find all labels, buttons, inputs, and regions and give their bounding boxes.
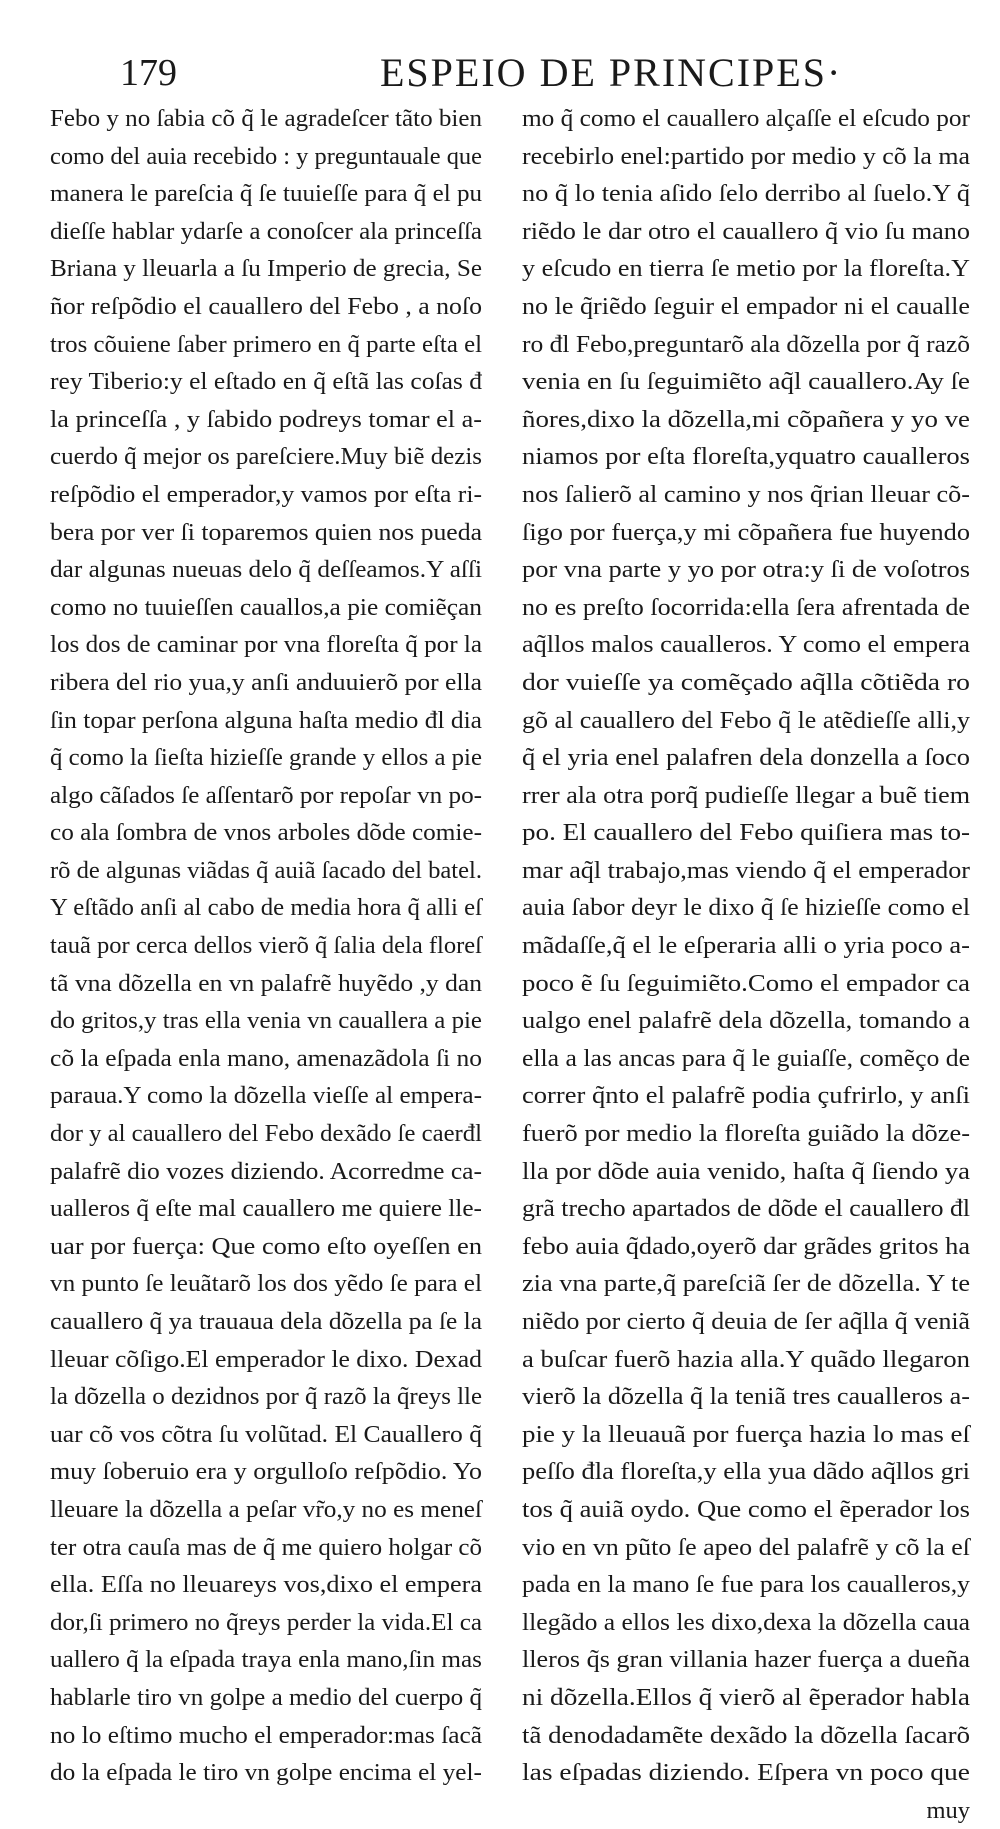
text-line: dor vuieſſe ya comẽçado aq̃lla cõtiẽda ro [522, 668, 970, 696]
text-line: nos ſalierõ al camino y nos q̃rian lleuar cõ- [522, 480, 971, 508]
page-header [0, 48, 1000, 98]
text-line: tos q̃ auiã oydo. Que como el ẽperador los [522, 1495, 971, 1523]
text-line: Y eſtãdo anſi al cabo de media hora q̃ alli eſ [50, 894, 482, 922]
text-line: do la eſpada le tiro vn golpe encima el yel- [50, 1759, 482, 1787]
text-line: no es preſto ſocorrida:ella ſera afrentada de [522, 593, 970, 621]
text-line: uar cõ vos cõtra ſu volũtad. El Cauallero q̃ [50, 1420, 482, 1448]
text-line: algo cãſados ſe aſſentarõ por repoſar vn po- [50, 781, 483, 809]
text-line: rey Tiberio:y el eſtado en q̃ eſtã las coſas đ [50, 368, 483, 396]
text-line: ribera del rio yua,y anſi anduuierõ por ella [50, 668, 482, 696]
text-line: dor y al cauallero del Febo dexãdo ſe caerđl [50, 1120, 482, 1148]
text-line: dor,ſi primero no q̃reys perder la vida.El ca [50, 1608, 482, 1636]
text-line: no le q̃riẽdo ſeguir el empador ni el caualle [522, 292, 971, 320]
text-line: febo auia q̃dado,oyerõ dar grãdes gritos ha [522, 1232, 971, 1260]
text-line: mãdaſſe,q̃ el le eſperaria alli o yria poco a- [522, 932, 970, 960]
text-line: poco ẽ ſu ſeguimiẽto.Como el empador ca [522, 969, 971, 997]
text-line: q̃ el yria enel palafren dela donzella a ſoco [522, 744, 970, 772]
text-line: lleuar cõſigo.El emperador le dixo. Dexad [50, 1345, 483, 1373]
text-line: manera le pareſcia q̃ ſe tuuieſſe para q̃ el pu [50, 180, 483, 208]
text-line: recebirlo enel:partido por medio y cõ la ma [522, 142, 970, 170]
text-line: dieſſe hablar ydarſe a conoſcer ala princeſſa [50, 217, 483, 245]
text-line: cauallero q̃ ya trauaua dela dõzella pa ſe la [50, 1308, 483, 1335]
text-line: niẽdo por cierto q̃ deuia de ſer aq̃lla q̃ veniã [522, 1308, 971, 1335]
text-line: co ala ſombra de vnos arboles dõde comie- [50, 819, 482, 847]
text-line: la dõzella o dezidnos por q̃ razõ la q̃reys lle [50, 1383, 482, 1411]
text-line: pada en la mano ſe fue para los caualleros,y [522, 1571, 971, 1599]
text-line: peſſo đla floreſta,y ella yua dãdo aq̃llos gri [522, 1458, 971, 1486]
text-line: po. El cauallero del Febo quiſiera mas to- [522, 819, 971, 847]
right-text-column [522, 100, 970, 1829]
text-line: por vna parte y yo por otra:y ſi de voſotros [522, 556, 970, 584]
text-line: lleuare la dõzella a peſar vr̃o,y no es meneſ [50, 1495, 483, 1523]
text-line: las eſpadas diziendo. Eſpera vn poco que [522, 1759, 971, 1787]
text-line: Febo y no ſabia cõ q̃ le agradeſcer tãto bien [50, 105, 483, 132]
text-line: paraua.Y como la dõzella vieſſe al empera- [50, 1082, 482, 1110]
text-line: como no tuuieſſen cauallos,a pie comiẽçan [50, 593, 483, 621]
left-text-column [50, 100, 482, 1792]
text-line: como del auia recebido : y preguntauale que [50, 142, 483, 170]
text-line: mo q̃ como el cauallero alçaſſe el eſcudo por [522, 105, 970, 132]
text-line: gõ al cauallero del Febo q̃ le atẽdieſſe alli,y [522, 706, 970, 734]
text-line: vio en vn pũto ſe apeo del palafrẽ y cõ la eſ [522, 1533, 970, 1561]
text-line: tã vna dõzella en vn palafrẽ huyẽdo ,y dan [50, 969, 482, 997]
text-line: correr q̃nto el palafrẽ podia çufrirlo, y anſi [522, 1082, 971, 1110]
text-line: aq̃llos malos caualleros. Y como el empera [522, 631, 970, 659]
text-line: niamos por eſta floreſta,yquatro caualleros [522, 443, 970, 471]
text-line: fuerõ por medio la floreſta guiãdo la dõze- [522, 1120, 970, 1148]
text-line: do gritos,y tras ella venia vn cauallera a pie [50, 1007, 482, 1035]
text-line: zia vna parte,q̃ pareſciã ſer de dõzella. Y te [522, 1270, 971, 1298]
text-line: y eſcudo en tierra ſe metio por la floreſta.Y [522, 255, 970, 283]
text-line: rrer ala otra porq̃ pudieſſe llegar a buẽ tiem [522, 781, 971, 809]
text-line: hablarle tiro vn golpe a medio del cuerpo q̃ [50, 1683, 483, 1711]
text-line: ella. Eſſa no lleuareys vos,dixo el empera [50, 1571, 482, 1599]
text-line: la princeſſa , y ſabido podreys tomar el a- [50, 405, 483, 433]
text-line: bera por ver ſi toparemos quien nos pueda [50, 518, 482, 546]
text-line: ualleros q̃ eſte mal cauallero me quiere lle- [50, 1195, 482, 1223]
text-line: no lo eſtimo mucho el emperador:mas ſacã [50, 1721, 482, 1749]
text-line: lla por dõde auia venido, haſta q̃ ſiendo ya [522, 1157, 970, 1185]
text-line: Briana y lleuarla a ſu Imperio de grecia, Se [50, 255, 483, 283]
folio-number: 179 [120, 52, 177, 94]
text-line: no q̃ lo tenia aſido ſelo derribo al ſuelo.Y q̃ [522, 180, 970, 208]
text-line: uallero q̃ la eſpada traya enla mano,ſin mas [50, 1646, 482, 1674]
text-line: mar aq̃l trabajo,mas viendo q̃ el emperador [522, 856, 970, 884]
text-line: rõ de algunas viãdas q̃ auiã ſacado del batel. [50, 856, 483, 884]
text-line: a buſcar fuerõ hazia alla.Y quãdo llegaron [522, 1345, 971, 1373]
text-line: q̃ como la ſieſta hizieſſe grande y ellos a pie [50, 744, 482, 772]
text-line: riẽdo le dar otro el cauallero q̃ vio ſu mano [522, 217, 971, 245]
running-title: ESPEIO DE PRINCIPES· [380, 50, 843, 95]
text-line: tros cõuiene ſaber primero en q̃ parte eſta el [50, 330, 483, 358]
text-line: ella a las ancas para q̃ le guiaſſe, comẽço de [522, 1044, 971, 1072]
text-line: ſin topar perſona alguna haſta medio đl dia [50, 706, 482, 734]
text-line: vn punto ſe leuãtarõ los dos yẽdo ſe para el [50, 1270, 482, 1298]
text-line: cõ la eſpada enla mano, amenazãdola ſi no [50, 1044, 483, 1072]
text-line: venia en ſu ſeguimiẽto aq̃l cauallero.Ay ſe [522, 368, 971, 396]
text-line: ſigo por fuerça,y mi cõpañera fue huyendo [522, 518, 970, 546]
text-line: ñor reſpõdio el cauallero del Febo , a noſo [50, 292, 482, 320]
text-line: dar algunas nueuas delo q̃ deſſeamos.Y aſſi [50, 556, 482, 584]
text-line: grã trecho apartados de dõde el cauallero đl [522, 1195, 971, 1223]
text-line: tã denodadamẽte dexãdo la dõzella ſacarõ [522, 1721, 971, 1749]
text-line: ter otra cauſa mas de q̃ me quiero holgar cõ [50, 1533, 482, 1561]
text-line: vierõ la dõzella q̃ la teniã tres caualleros a- [522, 1383, 971, 1411]
text-line: muy ſoberuio era y orgulloſo reſpõdio. Yo [50, 1458, 483, 1486]
text-line: ro đl Febo,preguntarõ ala dõzella por q̃ razõ [522, 330, 971, 358]
catchword: muy [926, 1796, 970, 1824]
text-line: ñores,dixo la dõzella,mi cõpañera y yo ve [522, 405, 970, 433]
text-line: auia ſabor deyr le dixo q̃ ſe hizieſſe como el [522, 894, 971, 922]
text-line: uar por fuerça: Que como eſto oyeſſen en [50, 1232, 482, 1260]
text-line: ni dõzella.Ellos q̃ vierõ al ẽperador habla [522, 1683, 971, 1711]
text-line: lleros q̃s gran villania hazer fuerça a dueña [522, 1646, 970, 1674]
text-line: palafrẽ dio vozes diziendo. Acorredme ca- [50, 1157, 483, 1185]
text-line: cuerdo q̃ mejor os pareſciere.Muy biẽ dezis [50, 443, 483, 471]
text-line: tauã por cerca dellos vierõ q̃ ſalia dela floreſ [50, 932, 482, 960]
text-line: pie y la lleuauã por fuerça hazia lo mas eſ [522, 1420, 971, 1448]
text-line: reſpõdio el emperador,y vamos por eſta ri- [50, 480, 482, 508]
text-line: ualgo enel palafrẽ dela dõzella, tomando a [522, 1007, 970, 1035]
text-line: llegãdo a ellos les dixo,dexa la dõzella caua [522, 1608, 970, 1636]
text-line: los dos de caminar por vna floreſta q̃ por la [50, 631, 483, 659]
